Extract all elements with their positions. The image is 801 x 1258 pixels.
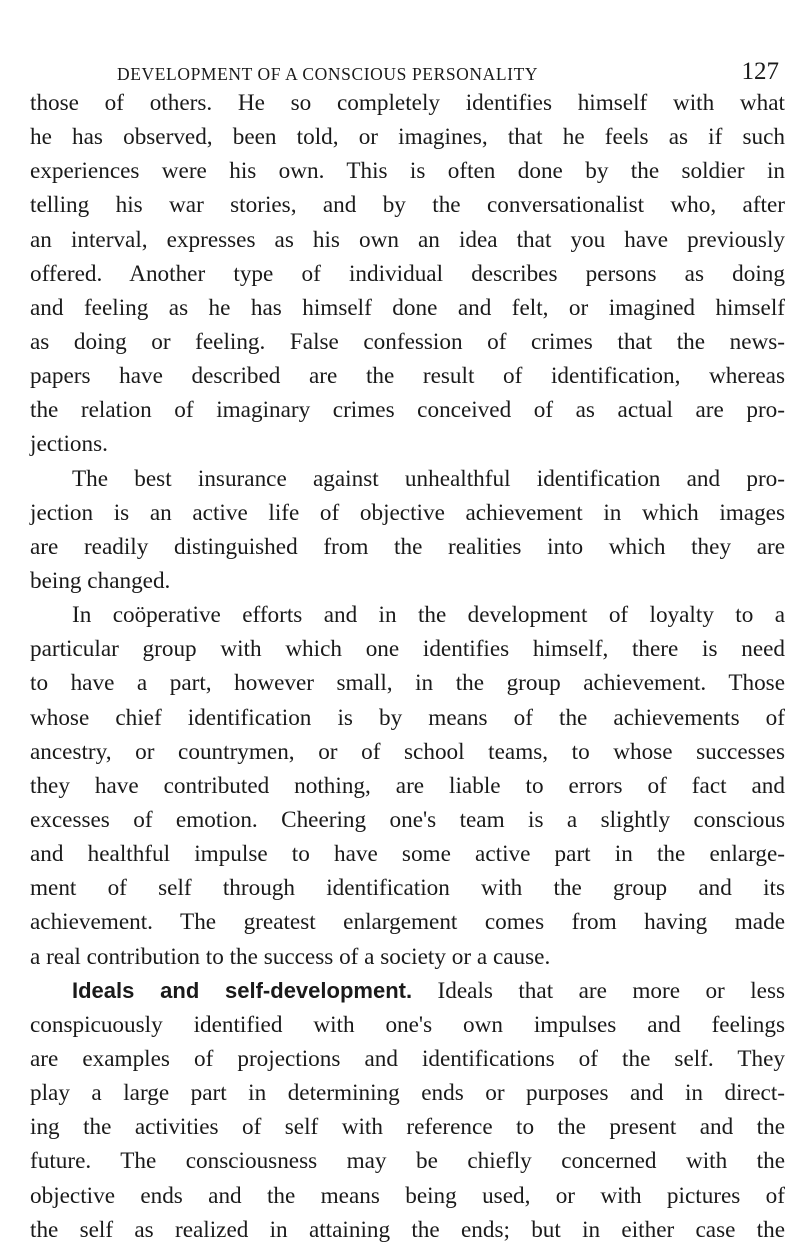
text-line: ment of self through identification with the group and its <box>30 875 785 902</box>
section-heading: Ideals and self-development. <box>72 977 413 1003</box>
page-number: 127 <box>741 58 779 85</box>
text-line: achievement. The greatest enlargement comes from having made <box>30 909 785 936</box>
text-line: ancestry, or countrymen, or of school teams, to whose successes <box>30 738 785 765</box>
text-line: whose chief identification is by means of the achievements of <box>30 704 785 731</box>
text-line: jection is an active life of objective achievement in which images <box>30 499 785 526</box>
text-line: experiences were his own. This is often done by the soldier in <box>30 158 785 185</box>
text-line: he has observed, been told, or imagines, that he feels as if such <box>30 124 785 151</box>
text-line: conspicuously identified with one's own impulses and feelings <box>30 1011 785 1038</box>
text-line: the self as realized in attaining the ends; but in either case the <box>30 1216 785 1243</box>
text-line: and feeling as he has himself done and felt, or imagined himself <box>30 294 785 321</box>
text-line: being changed. <box>30 567 171 594</box>
text-line: those of others. He so completely identifies himself with what <box>30 90 785 116</box>
text-line: ing the activities of self with reference to the present and the <box>30 1114 785 1141</box>
text-line: jections. <box>30 431 108 458</box>
text-line: objective ends and the means being used, or with pictures of <box>30 1182 785 1209</box>
text-line: and healthful impulse to have some active part in the enlarge- <box>30 841 785 868</box>
text-line: play a large part in determining ends or purposes and in direct- <box>30 1080 785 1107</box>
body-text <box>30 86 785 1247</box>
text-line: an interval, expresses as his own an idea that you have previously <box>30 226 785 253</box>
section-first-line-text: Ideals that are more or less <box>437 977 786 1004</box>
text-line: a real contribution to the success of a society or a cause. <box>30 943 551 970</box>
text-line: to have a part, however small, in the group achievement. Those <box>30 670 785 697</box>
text-line: as doing or feeling. False confession of crimes that the news- <box>30 328 785 355</box>
text-line: are readily distinguished from the realities into which they are <box>30 533 785 560</box>
section-first-line <box>30 974 785 1008</box>
text-line: papers have described are the result of identification, whereas <box>30 363 785 390</box>
text-line: are examples of projections and identifications of the self. They <box>30 1045 785 1072</box>
text-line: future. The consciousness may be chiefly concerned with the <box>30 1148 785 1175</box>
text-line: the relation of imaginary crimes conceived of as actual are pro- <box>30 397 785 424</box>
text-line: they have contributed nothing, are liable to errors of fact and <box>30 772 785 799</box>
paragraph-first-line: In coöperative efforts and in the development of loyalty to a <box>72 602 785 629</box>
text-line: offered. Another type of individual describes persons as doing <box>30 260 785 287</box>
text-line: particular group with which one identifies himself, there is need <box>30 636 785 663</box>
running-title: DEVELOPMENT OF A CONSCIOUS PERSONALITY <box>117 64 539 84</box>
text-line: excesses of emotion. Cheering one's team is a slightly conscious <box>30 806 785 833</box>
paragraph-first-line: The best insurance against unhealthful identification and pro- <box>72 465 785 492</box>
text-line: telling his war stories, and by the conversationalist who, after <box>30 192 785 219</box>
